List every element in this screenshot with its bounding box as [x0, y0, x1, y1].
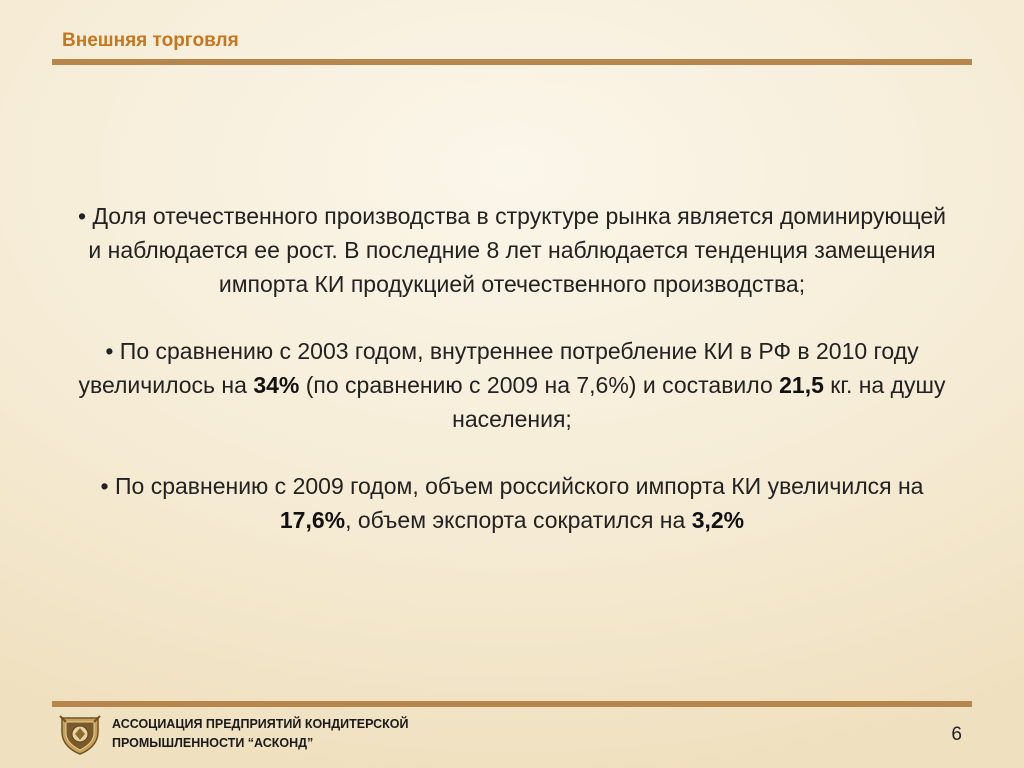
bullet-text: • По сравнению с 2003 годом, внутреннее потребление КИ в РФ в 2010 году увеличилось на: [78, 338, 919, 398]
page-number: 6: [951, 724, 962, 745]
highlight-value: 34%: [253, 372, 300, 398]
footer-divider: [52, 701, 972, 707]
organization-name-line: ПРОМЫШЛЕННОСТИ “АСКОНД”: [112, 736, 314, 750]
highlight-value: 17,6%: [279, 507, 346, 533]
bullet-text: , объем экспорта сократился на: [345, 507, 692, 533]
organization-name-line: АССОЦИАЦИЯ ПРЕДПРИЯТИЙ КОНДИТЕРСКОЙ: [112, 717, 409, 731]
bullet-text: кг. на душу населения;: [452, 372, 946, 432]
bullet-paragraph-1: [70, 199, 954, 301]
header-divider: [52, 59, 972, 65]
bullet-text: • Доля отечественного производства в структуре рынка является доминирующей и наблюдается ее рост. В последние 8 лет наблюдается тенденция замещения импорта КИ продукцией отечественного производства;: [78, 203, 946, 297]
slide-title: Внешняя торговля: [62, 30, 239, 51]
highlight-value: 3,2%: [691, 507, 745, 533]
bullet-text: (по сравнению с 2009 на 7,6%) и составило: [299, 372, 780, 398]
organization-name: [112, 715, 408, 753]
emblem-icon: [58, 712, 102, 756]
bullet-paragraph-2: [70, 334, 954, 436]
highlight-value: 21,5: [779, 372, 824, 398]
bullet-text: • По сравнению с 2009 годом, объем российского импорта КИ увеличился на: [100, 473, 924, 499]
bullet-paragraph-3: [70, 469, 954, 537]
slide-body: [70, 199, 954, 570]
